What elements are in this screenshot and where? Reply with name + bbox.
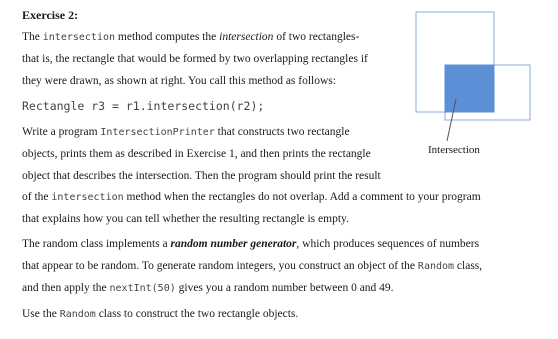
text: of the bbox=[22, 191, 52, 203]
em-intersection: intersection bbox=[219, 31, 274, 43]
text: and then apply the bbox=[22, 282, 110, 294]
code-nextint: nextInt(50) bbox=[109, 283, 176, 294]
para1-line1 bbox=[22, 30, 359, 45]
code-intersection: intersection bbox=[51, 192, 124, 203]
figure-caption: Intersection bbox=[428, 144, 480, 156]
text: gives you a random number between 0 and 49. bbox=[175, 282, 394, 294]
text: Use the bbox=[22, 308, 60, 320]
text: class, bbox=[454, 260, 483, 272]
text: that constructs two rectangle bbox=[214, 126, 350, 138]
text: class to construct the two rectangle objects. bbox=[95, 308, 299, 320]
para2-line3: object that describes the intersection. Then the program should print the result bbox=[22, 170, 381, 182]
text: Write a program bbox=[22, 126, 101, 138]
para3-line3 bbox=[22, 281, 394, 296]
para1-line3: they were drawn, as shown at right. You call this method as follows: bbox=[22, 75, 336, 87]
text: method computes the bbox=[115, 31, 220, 43]
para3-line2 bbox=[22, 259, 482, 274]
code-random: Random bbox=[59, 309, 96, 320]
para2-line4 bbox=[22, 190, 481, 205]
text: of two rectangles- bbox=[273, 31, 360, 43]
para3-line1 bbox=[22, 237, 479, 251]
code-intersection: intersection bbox=[42, 32, 116, 43]
text: The random class implements a bbox=[22, 238, 171, 250]
para2-line5: that explains how you can tell whether the resulting rectangle is empty. bbox=[22, 213, 349, 225]
intersection-rect bbox=[445, 65, 494, 112]
para2-line2: objects, prints them as described in Exercise 1, and then prints the rectangle bbox=[22, 148, 371, 160]
code-intersectionprinter: IntersectionPrinter bbox=[100, 127, 215, 138]
text: , which produces sequences of numbers bbox=[296, 238, 480, 250]
text: that appear to be random. To generate random integers, you construct an object of the bbox=[22, 260, 418, 272]
code-sample: Rectangle r3 = r1.intersection(r2); bbox=[22, 99, 265, 113]
code-random: Random bbox=[417, 261, 455, 272]
para2-line1 bbox=[22, 125, 350, 140]
para1-line2: that is, the rectangle that would be formed by two overlapping rectangles if bbox=[22, 53, 368, 65]
text: The bbox=[22, 31, 43, 43]
para4-line bbox=[22, 307, 298, 322]
text: method when the rectangles do not overlap. Add a comment to your program bbox=[123, 191, 481, 203]
em-random-number-generator: random number generator bbox=[170, 238, 297, 250]
exercise-title: Exercise 2: bbox=[22, 8, 79, 22]
